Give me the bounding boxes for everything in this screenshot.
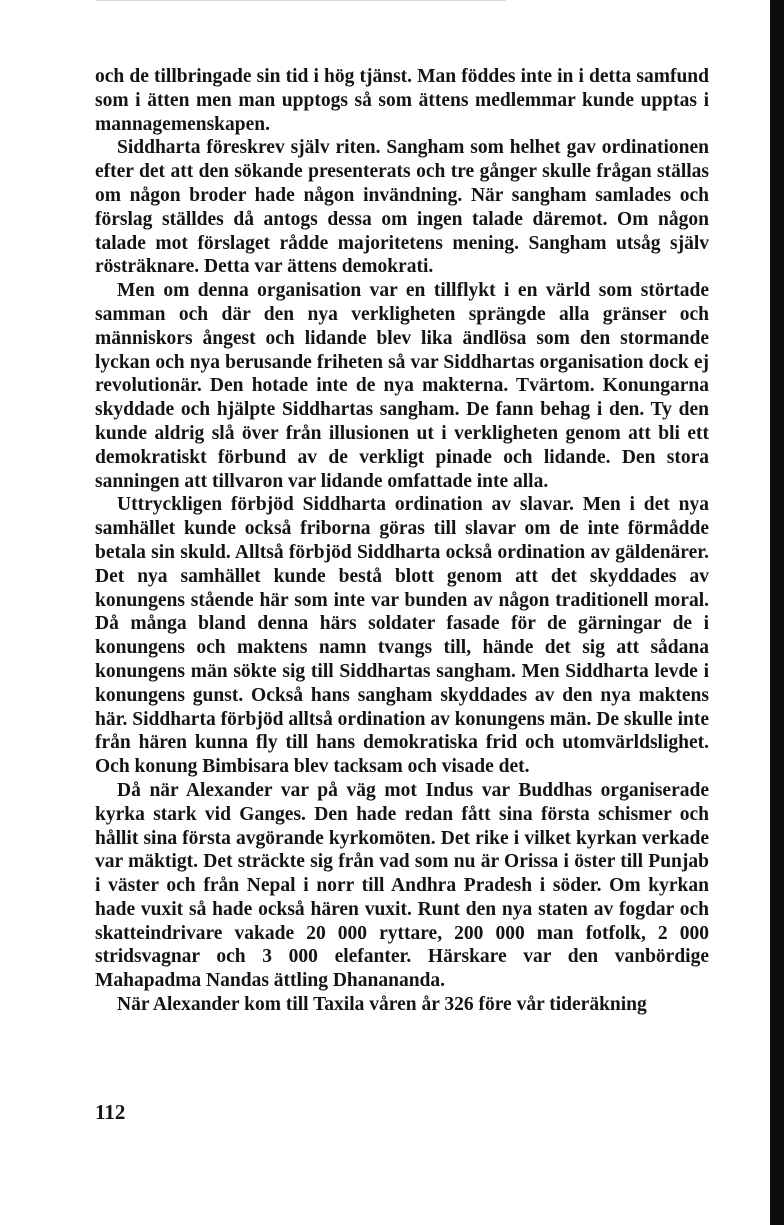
paragraph: och de tillbringade sin tid i hög tjänst. Man föddes inte in i detta samfund som i ätten men man upptogs så som ättens medlemmar kunde upptas i mannagemenskapen. <box>95 66 709 135</box>
top-rule <box>96 0 506 1</box>
paragraph: Då när Alexander var på väg mot Indus var Buddhas organiserade kyrka stark vid Ganges. Den hade redan fått sina första schismer och hållit sina första avgörande kyrkomöten. Det rike i vilket kyrkan verkade var mäktigt. Det sträckte sig från vad som nu är Orissa i öster till Punjab i väster och från Nepal i norr till Andhra Pradesh i söder. Om kyrkan hade vuxit så hade också hären vuxit. Runt den nya staten av fogdar och skatteindrivare vakade 20 000 ryttare, 200 000 man fotfolk, 2 000 stridsvagnar och 3 000 elefanter. Härskare var den vanbördige Mahapadma Nandas ättling Dhanananda. <box>95 779 709 992</box>
page-number: 112 <box>95 1100 126 1124</box>
paragraph: Men om denna organisation var en tillflykt i en värld som störtade samman och där den nya verkligheten sprängde alla gränser och människors ångest och lidande blev lika ändlösa som den stormande lyckan och nya berusande friheten så var Siddhartas organisation dock ej revolutionär. Den hotade inte de nya makterna. Tvärtom. Konungarna skyddade och hjälpte Siddhartas sangham. De fann behag i den. Ty den kunde aldrig slå över från illusionen ut i verkligheten genom att bli ett demokratiskt förbund av de verkligt pinade och lidande. Den stora sanningen att tillvaron var lidande omfattade inte alla. <box>95 280 709 492</box>
page-body <box>95 65 709 1017</box>
page-edge-shadow <box>770 0 784 1225</box>
paragraph: När Alexander kom till Taxila våren år 326 före vår tideräkning <box>117 994 647 1016</box>
paragraph: Siddharta föreskrev själv riten. Sangham som helhet gav ordinationen efter det att den sökande presenterats och tre gånger skulle frågan ställas om någon broder hade någon invändning. När sangham samlades och förslag ställdes då antogs dessa om ingen talade däremot. Om någon talade mot förslaget rådde majoritetens mening. Sangham utsåg själv rösträknare. Detta var ättens demokrati. <box>95 137 709 278</box>
paragraph: Uttryckligen förbjöd Siddharta ordination av slavar. Men i det nya samhället kunde också friborna göras till slavar om de inte förmådde betala sin skuld. Alltså förbjöd Siddharta också ordination av gäldenärer. Det nya samhället kunde bestå blott genom att det skyddades av konungens stående här som inte var bunden av någon traditionell moral. Då många bland denna härs soldater fasade för de gärningar de i konungens och maktens namn tvangs till, hände det sig att sådana konungens män sökte sig till Siddhartas sangham. Men Siddharta levde i konungens gunst. Också hans sangham skyddades av den nya maktens här. Siddharta förbjöd alltså ordination av konungens män. De skulle inte från hären kunna fly till hans demokratiska frid och utomvärldslighet. Och konung Bimbisara blev tacksam och visade det. <box>95 494 709 778</box>
